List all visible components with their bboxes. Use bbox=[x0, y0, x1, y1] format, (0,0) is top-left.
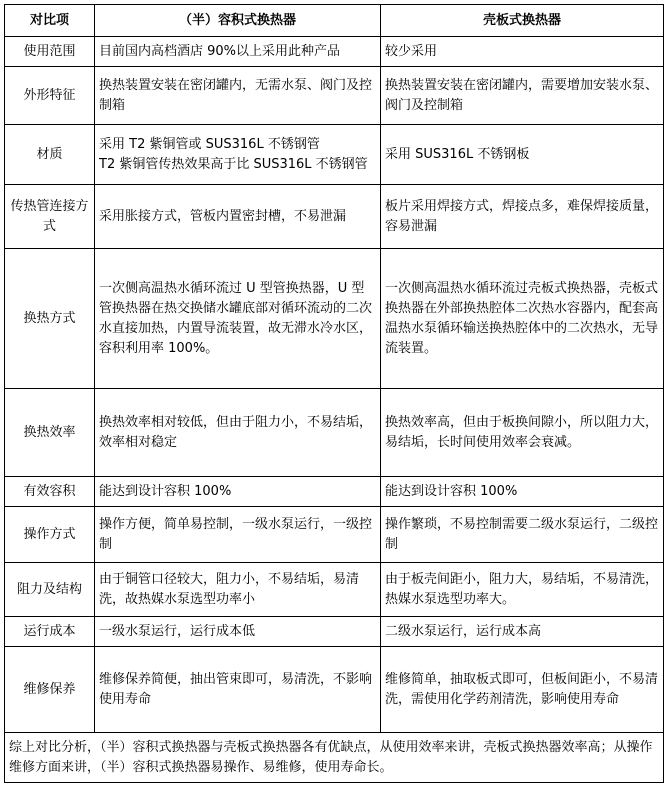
header-compare-item: 对比项 bbox=[5, 5, 95, 37]
volumetric-cell: 由于铜管口径较大，阻力小，不易结垢，易清洗，故热媒水泵选型功率小 bbox=[95, 563, 381, 617]
shell-plate-cell: 板片采用焊接方式，焊接点多，难保焊接质量，容易泄漏 bbox=[381, 185, 664, 249]
table-row bbox=[5, 67, 664, 125]
table-row bbox=[5, 249, 664, 389]
summary-row bbox=[5, 733, 664, 783]
row-label: 材质 bbox=[5, 125, 95, 185]
shell-plate-cell: 维修简单，抽取板式即可，但板间距小，不易清洗，需使用化学药剂清洗，影响使用寿命 bbox=[381, 647, 664, 733]
table-row bbox=[5, 125, 664, 185]
volumetric-cell: 维修保养简便，抽出管束即可，易清洗，不影响使用寿命 bbox=[95, 647, 381, 733]
row-label: 传热管连接方式 bbox=[5, 185, 95, 249]
row-label: 换热效率 bbox=[5, 389, 95, 477]
shell-plate-cell: 较少采用 bbox=[381, 37, 664, 67]
shell-plate-cell: 操作繁琐，不易控制需要二级水泵运行，二级控制 bbox=[381, 507, 664, 563]
volumetric-cell: 目前国内高档酒店 90%以上采用此种产品 bbox=[95, 37, 381, 67]
header-shell-plate-exchanger: 壳板式换热器 bbox=[381, 5, 664, 37]
shell-plate-cell: 由于板壳间距小，阻力大，易结垢，不易清洗，热媒水泵选型功率大。 bbox=[381, 563, 664, 617]
row-label: 操作方式 bbox=[5, 507, 95, 563]
header-volumetric-exchanger: （半）容积式换热器 bbox=[95, 5, 381, 37]
table-row bbox=[5, 647, 664, 733]
row-label: 外形特征 bbox=[5, 67, 95, 125]
row-label: 阻力及结构 bbox=[5, 563, 95, 617]
row-label: 运行成本 bbox=[5, 617, 95, 647]
volumetric-cell: 操作方便，简单易控制，一级水泵运行，一级控制 bbox=[95, 507, 381, 563]
row-label: 换热方式 bbox=[5, 249, 95, 389]
volumetric-cell: 换热效率相对较低，但由于阻力小，不易结垢，效率相对稳定 bbox=[95, 389, 381, 477]
volumetric-cell: 采用胀接方式，管板内置密封槽，不易泄漏 bbox=[95, 185, 381, 249]
summary-text: 综上对比分析，（半）容积式换热器与壳板式换热器各有优缺点，从使用效率来讲，壳板式换热器效率高；从操作维修方面来讲，（半）容积式换热器易操作、易维修，使用寿命长。 bbox=[5, 733, 664, 783]
table-row bbox=[5, 617, 664, 647]
volumetric-cell: 一级水泵运行，运行成本低 bbox=[95, 617, 381, 647]
table-row bbox=[5, 185, 664, 249]
shell-plate-cell: 能达到设计容积 100% bbox=[381, 477, 664, 507]
volumetric-cell: 换热装置安装在密闭罐内，无需水泵、阀门及控制箱 bbox=[95, 67, 381, 125]
shell-plate-cell: 换热装置安装在密闭罐内，需要增加安装水泵、阀门及控制箱 bbox=[381, 67, 664, 125]
comparison-table bbox=[4, 4, 664, 783]
table-row bbox=[5, 37, 664, 67]
shell-plate-cell: 换热效率高，但由于板换间隙小，所以阻力大，易结垢，长时间使用效率会衰减。 bbox=[381, 389, 664, 477]
volumetric-cell bbox=[95, 125, 381, 185]
shell-plate-cell: 采用 SUS316L 不锈钢板 bbox=[381, 125, 664, 185]
row-label: 有效容积 bbox=[5, 477, 95, 507]
volumetric-cell: 一次侧高温热水循环流过 U 型管换热器，U 型管换热器在热交换储水罐底部对循环流动的二次水直接加热，内置导流装置，故无滞水冷水区，容积利用率 100%。 bbox=[95, 249, 381, 389]
material-line-2: T2 紫铜管传热效果高于比 SUS316L 不锈钢管 bbox=[99, 156, 368, 172]
shell-plate-cell: 二级水泵运行，运行成本高 bbox=[381, 617, 664, 647]
row-label: 维修保养 bbox=[5, 647, 95, 733]
table-header-row bbox=[5, 5, 664, 37]
shell-plate-cell: 一次侧高温热水循环流过壳板式换热器，壳板式换热器在外部换热腔体二次热水容器内，配套高温热水泵循环输送换热腔体中的二次热水，无导流装置。 bbox=[381, 249, 664, 389]
table-row bbox=[5, 563, 664, 617]
table-row bbox=[5, 477, 664, 507]
row-label: 使用范围 bbox=[5, 37, 95, 67]
material-line-1: 采用 T2 紫铜管或 SUS316L 不锈钢管 bbox=[99, 136, 320, 152]
table-row bbox=[5, 507, 664, 563]
volumetric-cell: 能达到设计容积 100% bbox=[95, 477, 381, 507]
table-row bbox=[5, 389, 664, 477]
